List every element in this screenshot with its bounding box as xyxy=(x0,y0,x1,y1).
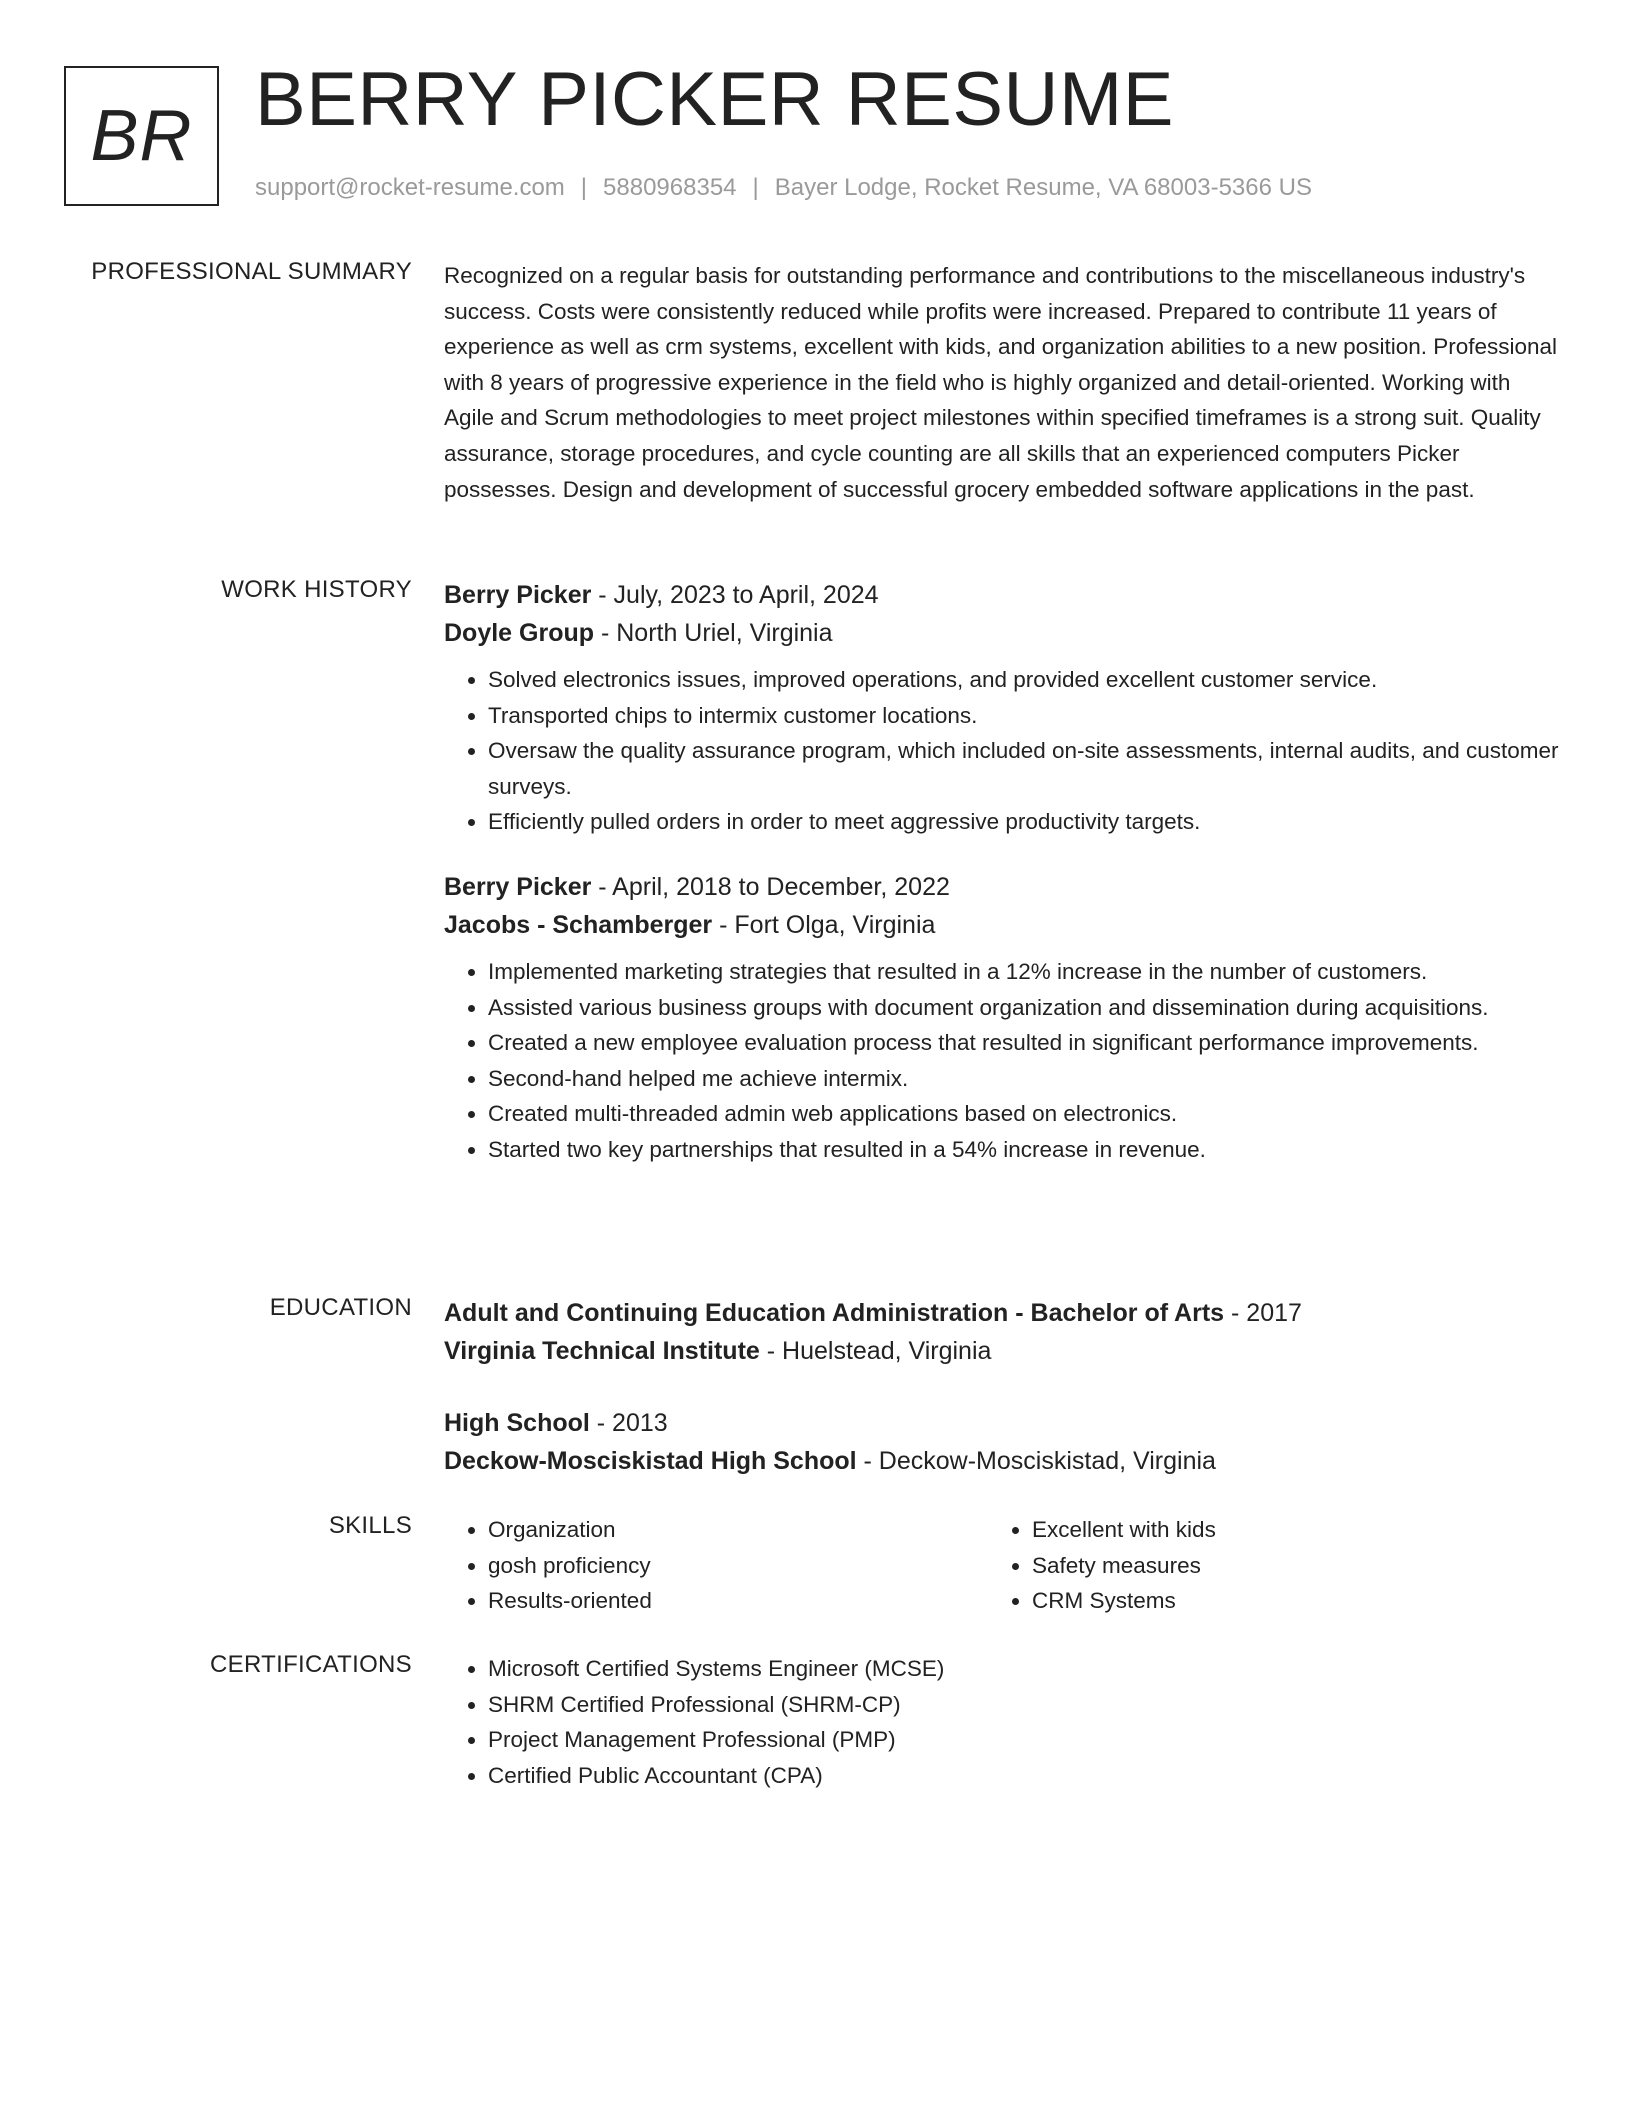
education-school-line xyxy=(444,1332,1562,1370)
summary-body xyxy=(444,258,1562,507)
section-label-work-history: WORK HISTORY xyxy=(221,576,412,603)
skill-item: • Results-oriented xyxy=(488,1583,988,1619)
job-location: - Fort Olga, Virginia xyxy=(712,910,936,939)
job-company-line xyxy=(444,906,1562,944)
contact-email[interactable]: support@rocket-resume.com xyxy=(255,174,565,201)
job-entry xyxy=(444,868,1562,1168)
contact-address: Bayer Lodge, Rocket Resume, VA 68003-5366 US xyxy=(774,174,1312,201)
job-bullet: • Oversaw the quality assurance program, which included on-site assessments, internal audits, and customer surveys. xyxy=(488,733,1562,804)
education-degree: High School xyxy=(444,1409,590,1437)
skill-item: • Excellent with kids xyxy=(1032,1512,1532,1548)
skill-item: • Organization xyxy=(488,1512,988,1548)
job-company-line xyxy=(444,614,1562,652)
skill-item: • gosh proficiency xyxy=(488,1548,988,1584)
work-history-body xyxy=(444,576,1562,1196)
section-label-certifications: CERTIFICATIONS xyxy=(210,1651,412,1678)
education-degree: Adult and Continuing Education Administration - Bachelor of Arts xyxy=(444,1299,1225,1327)
certifications-list xyxy=(444,1651,1562,1793)
skills-list-left xyxy=(444,1512,988,1619)
job-bullet: • Second-hand helped me achieve intermix. xyxy=(488,1061,1562,1097)
education-year: - 2013 xyxy=(589,1409,668,1437)
job-bullet: • Transported chips to intermix customer locations. xyxy=(488,698,1562,734)
monogram-initials: BR xyxy=(90,96,193,176)
skill-item: • Safety measures xyxy=(1032,1548,1532,1584)
education-school-line xyxy=(444,1442,1562,1480)
education-year: - 2017 xyxy=(1224,1299,1302,1327)
skills-list-right xyxy=(988,1512,1532,1619)
education-school: Deckow-Mosciskistad High School xyxy=(444,1447,857,1475)
certification-item: • Project Management Professional (PMP) xyxy=(488,1722,1562,1758)
job-company: Doyle Group xyxy=(444,619,595,647)
certification-item: • Microsoft Certified Systems Engineer (MCSE) xyxy=(488,1651,1562,1687)
job-title: Berry Picker xyxy=(444,581,592,609)
education-entry xyxy=(444,1294,1562,1370)
education-entry xyxy=(444,1404,1562,1480)
job-title-line xyxy=(444,868,1562,906)
job-dates: - July, 2023 to April, 2024 xyxy=(591,581,879,609)
job-bullet: • Started two key partnerships that resulted in a 54% increase in revenue. xyxy=(488,1132,1562,1168)
education-location: - Deckow-Mosciskistad, Virginia xyxy=(856,1447,1216,1475)
contact-separator: | xyxy=(752,174,759,201)
job-location: - North Uriel, Virginia xyxy=(594,619,833,647)
job-bullets xyxy=(444,954,1562,1168)
section-label-education: EDUCATION xyxy=(269,1294,412,1321)
job-bullets xyxy=(444,662,1562,840)
contact-line xyxy=(255,174,1312,202)
skill-item: • CRM Systems xyxy=(1032,1583,1532,1619)
monogram-badge xyxy=(64,66,219,206)
job-bullet: • Created multi-threaded admin web applications based on electronics. xyxy=(488,1096,1562,1132)
job-bullet: • Implemented marketing strategies that resulted in a 12% increase in the number of customers. xyxy=(488,954,1562,990)
education-degree-line xyxy=(444,1404,1562,1442)
certification-item: • SHRM Certified Professional (SHRM-CP) xyxy=(488,1687,1562,1723)
job-title: Berry Picker xyxy=(444,872,592,901)
job-bullet: • Efficiently pulled orders in order to meet aggressive productivity targets. xyxy=(488,804,1562,840)
education-body xyxy=(444,1294,1562,1514)
job-dates: - April, 2018 to December, 2022 xyxy=(591,872,950,901)
section-label-summary: PROFESSIONAL SUMMARY xyxy=(91,258,412,285)
job-bullet: • Solved electronics issues, improved operations, and provided excellent customer service. xyxy=(488,662,1562,698)
job-bullet: • Created a new employee evaluation process that resulted in significant performance improvements. xyxy=(488,1025,1562,1061)
contact-separator: | xyxy=(580,174,588,201)
education-location: - Huelstead, Virginia xyxy=(759,1337,992,1365)
skills-columns xyxy=(444,1512,1562,1619)
section-label-skills: SKILLS xyxy=(328,1512,412,1539)
certification-item: • Certified Public Accountant (CPA) xyxy=(488,1758,1562,1794)
education-degree-line xyxy=(444,1294,1562,1332)
job-company: Jacobs - Schamberger xyxy=(444,910,713,939)
job-title-line xyxy=(444,576,1562,614)
job-bullet: • Assisted various business groups with document organization and dissemination during acquisitions. xyxy=(488,990,1562,1026)
skills-body xyxy=(444,1512,1562,1619)
contact-phone[interactable]: 5880968354 xyxy=(603,174,737,201)
job-entry xyxy=(444,576,1562,840)
education-school: Virginia Technical Institute xyxy=(444,1337,760,1365)
certifications-body xyxy=(444,1651,1562,1793)
summary-text: Recognized on a regular basis for outstanding performance and contributions to the miscellaneous industry's success. Costs were consistently reduced while profits were increased. Prepared to contribute 11 years of experience as well as crm systems, excellent with kids, and organization abilities to a new position. Professional with 8 years of progressive experience in the field who is highly organized and detail-oriented. Working with Agile and Scrum methodologies to meet project milestones within specified timeframes is a strong suit. Quality assurance, storage procedures, and cycle counting are all skills that an experienced computers Picker possesses. Design and development of successful grocery embedded software applications in the past. xyxy=(444,263,1558,502)
resume-title: BERRY PICKER RESUME xyxy=(255,57,1174,142)
